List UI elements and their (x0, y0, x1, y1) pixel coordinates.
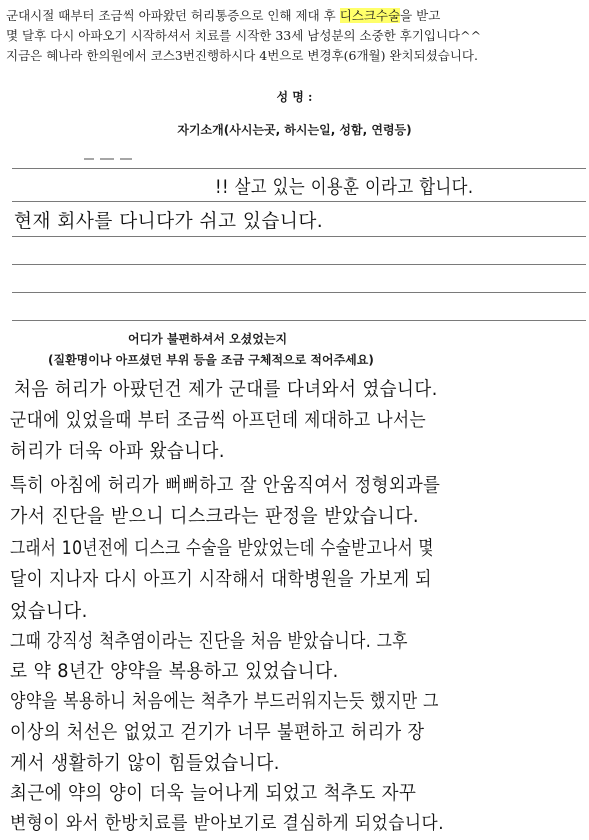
handwritten-line: 특히 아침에 허리가 뻐뻐하고 잘 안움직여서 정형외과를 (10, 474, 441, 496)
ruled-line (12, 264, 586, 265)
handwritten-line: 가서 진단을 받으니 디스크라는 판정을 받았습니다. (10, 505, 420, 527)
handwritten-line: 었습니다. (10, 600, 88, 622)
ruled-line (12, 320, 586, 321)
handwritten-line: 양약을 복용하니 처음에는 척추가 부드러워지는듯 했지만 그 (10, 690, 439, 712)
self-intro-label: 자기소개(사시는곳, 하시는일, 성함, 연령등) (177, 123, 412, 137)
name-label: 성 명 : (276, 90, 313, 104)
handwritten-line: 현재 회사를 다니다가 쉬고 있습니다. (14, 210, 324, 232)
why-visit-detail-label: (질환명이나 아프셨던 부위 등을 조금 구체적으로 적어주세요) (48, 353, 374, 367)
handwritten-line: 그때 강직성 척추염이라는 진단을 처음 받았습니다. 그후 (10, 630, 408, 652)
handwritten-line: !! 살고 있는 이용훈 이라고 합니다. (215, 176, 474, 198)
handwritten-line: 변형이 와서 한방치료를 받아보기로 결심하게 되었습니다. (10, 813, 444, 834)
handwritten-line: 처음 허리가 아팠던건 제가 군대를 다녀와서 였습니다. (14, 378, 438, 400)
ruled-line (12, 168, 586, 169)
scribble-mark (84, 157, 132, 161)
intro-line-1-end: 을 받고 (400, 8, 441, 23)
ruled-line (12, 236, 586, 237)
why-visit-label: 어디가 불편하셔서 오셨었는지 (128, 332, 288, 346)
handwritten-line: 최근에 약의 양이 더욱 늘어나게 되었고 척추도 자꾸 (10, 782, 417, 804)
intro-text (6, 6, 584, 66)
handwritten-line: 그래서 10년전에 디스크 수술을 받았었는데 수술받고나서 몇 (10, 537, 434, 559)
intro-line-2: 몇 달후 다시 아파오기 시작하셔서 치료를 시작한 33세 남성분의 소중한 후기입니다^^ (6, 28, 482, 43)
handwritten-line: 이상의 처선은 없었고 걷기가 너무 불편하고 허리가 장 (10, 721, 425, 743)
intro-line-1 (6, 6, 584, 26)
handwritten-line: 로 약 8년간 양약을 복용하고 있었습니다. (10, 660, 339, 682)
highlighted-term: 디스크수술 (339, 8, 401, 23)
handwritten-line: 달이 지나자 다시 아프기 시작해서 대학병원을 가보게 되 (10, 568, 432, 590)
handwritten-line: 허리가 더욱 아파 왔습니다. (10, 440, 225, 462)
intro-line-3: 지금은 혜나라 한의원에서 코스3번진행하시다 4번으로 변경후(6개월) 완치되셨습니다. (6, 48, 478, 63)
handwritten-line: 게서 생활하기 않이 힘들었습니다. (10, 752, 280, 774)
ruled-line (12, 292, 586, 293)
handwritten-line: 군대에 있었을때 부터 조금씩 아프던데 제대하고 나서는 (10, 409, 427, 431)
intro-line-1-text: 군대시절 때부터 조금씩 아파왔던 허리통증으로 인해 제대 후 (6, 8, 336, 23)
ruled-line (12, 201, 586, 202)
